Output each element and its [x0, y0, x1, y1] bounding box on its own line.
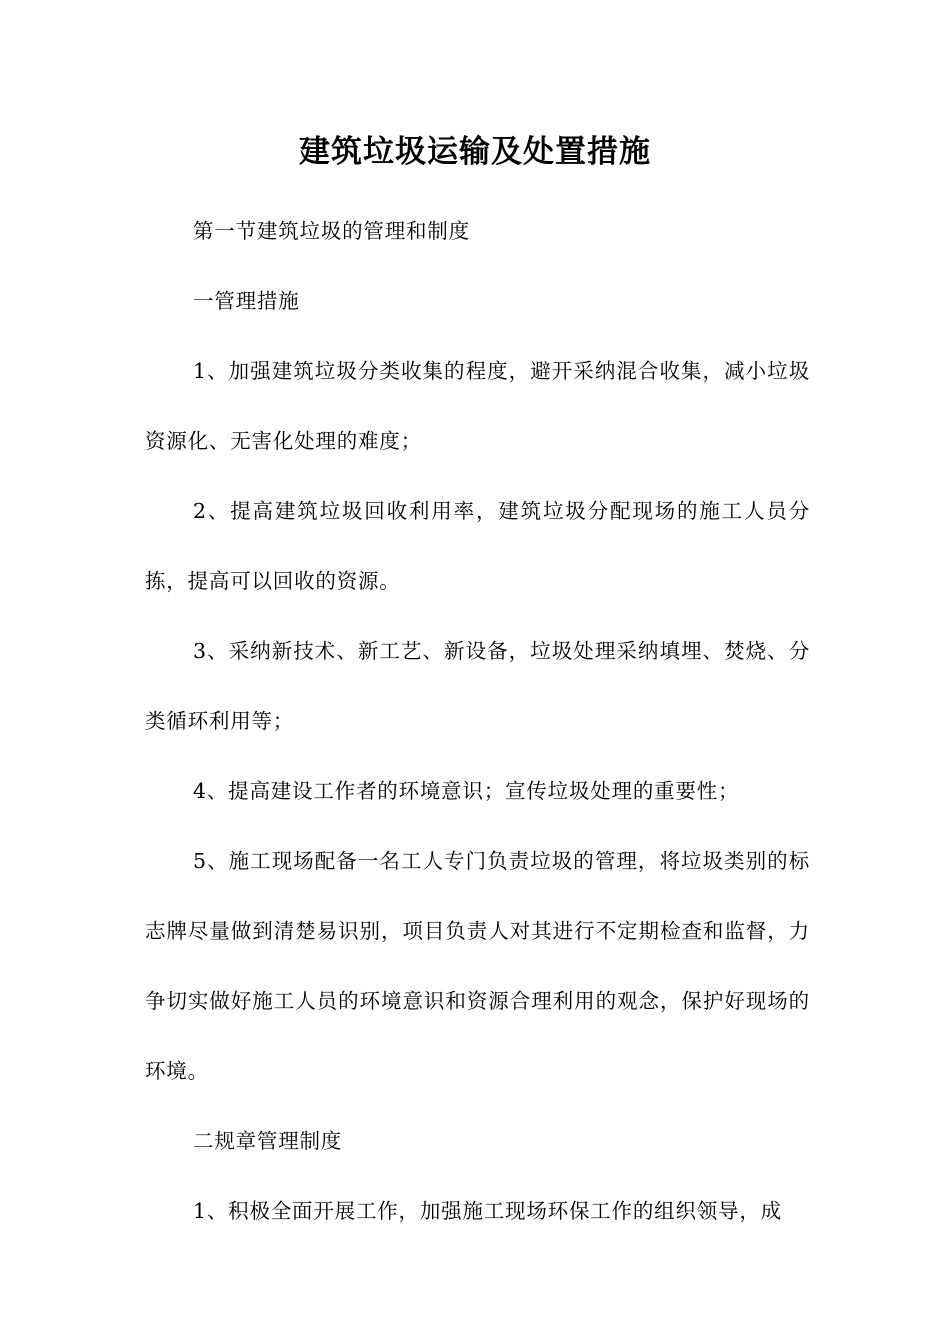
paragraph: 3、采纳新技术、新工艺、新设备，垃圾处理采纳填埋、焚烧、分类循环利用等；: [145, 639, 810, 733]
paragraph: 2、提高建筑垃圾回收利用率，建筑垃圾分配现场的施工人员分拣，提高可以回收的资源。: [145, 499, 810, 593]
subsection-heading: 一管理措施: [193, 289, 300, 313]
subsection-heading: 二规章管理制度: [193, 1129, 343, 1153]
section-heading: 第一节建筑垃圾的管理和制度: [193, 219, 470, 243]
document-body: [145, 196, 810, 1246]
paragraph: 5、施工现场配备一名工人专门负责垃圾的管理，将垃圾类别的标志牌尽量做到清楚易识别，项目负责人对其进行不定期检查和监督，力争切实做好施工人员的环境意识和资源合理利用的观念，保护好现场的环境。: [145, 849, 810, 1083]
paragraph: 1、加强建筑垃圾分类收集的程度，避开采纳混合收集，减小垃圾资源化、无害化处理的难度；: [145, 359, 810, 453]
paragraph: 1、积极全面开展工作，加强施工现场环保工作的组织领导，成: [193, 1199, 782, 1223]
paragraph: 4、提高建设工作者的环境意识；宣传垃圾处理的重要性；: [193, 779, 740, 803]
document-title: 建筑垃圾运输及处置措施: [299, 134, 651, 170]
